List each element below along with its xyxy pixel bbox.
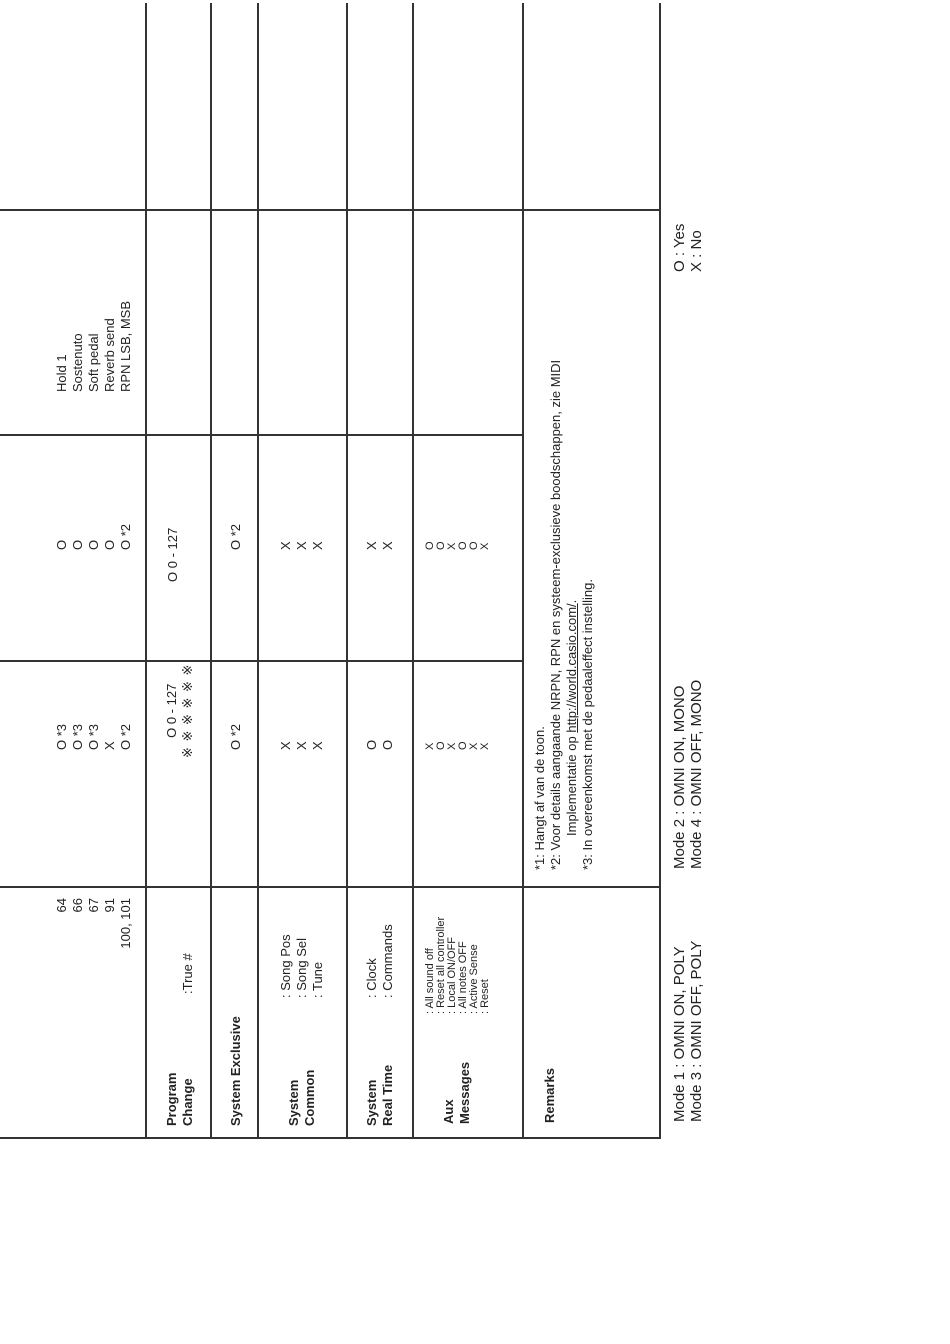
remark: Sostenuto xyxy=(70,333,85,392)
value: O *3 xyxy=(54,723,69,750)
controllers-remarks xyxy=(54,301,134,392)
legend-yes: O : Yes xyxy=(671,223,688,272)
system-common-label: System Common xyxy=(286,1069,317,1126)
aux-messages-label: Aux Messages xyxy=(441,1061,472,1124)
footnote-2: *2: Voor details aangaande NRPN, RPN en systeem-exclusieve boodschappen, zie MIDI xyxy=(548,359,563,870)
value: X xyxy=(102,741,117,750)
value: O xyxy=(86,539,101,550)
value: O *3 xyxy=(86,723,101,750)
system-common-transmitted: X X X xyxy=(278,741,325,750)
column-divider xyxy=(0,660,522,662)
program-change-recognized: O 0 - 127 xyxy=(165,527,180,582)
value: O xyxy=(70,539,85,550)
aux-messages-recognized: O O X O O X xyxy=(424,541,491,550)
column-divider xyxy=(0,886,661,888)
row-divider xyxy=(257,3,259,1139)
modes-right xyxy=(671,680,705,869)
aux-messages-transmitted: X O X O X X xyxy=(424,741,491,750)
program-change-sub: :True # xyxy=(180,953,195,994)
controllers-recognized xyxy=(54,524,134,550)
remarks-notes xyxy=(532,210,596,870)
remark: RPN LSB, MSB xyxy=(118,300,133,392)
value: O *2 xyxy=(118,523,133,550)
system-exclusive-recognized: O *2 xyxy=(228,523,243,550)
system-realtime-label: System Real Time xyxy=(364,1064,395,1126)
controller-number: 67 xyxy=(86,898,101,913)
table-bottom-border xyxy=(659,3,661,1139)
casio-midi-link[interactable]: http://world.casio.com/ xyxy=(564,603,579,733)
remark: Hold 1 xyxy=(54,354,69,392)
program-change-label: Program Change xyxy=(164,1072,195,1126)
system-common-sub: : Song Pos : Song Sel : Tune xyxy=(278,934,325,998)
mode-4: Mode 4 : OMNI OFF, MONO xyxy=(688,679,705,869)
remark: Reverb send xyxy=(102,318,117,392)
footnote-3: *3: In overeenkomst met de pedaaleffect instelling. xyxy=(580,579,595,870)
mode-2: Mode 2 : OMNI ON, MONO xyxy=(671,685,688,869)
controller-numbers xyxy=(54,898,134,964)
system-realtime-sub: : Clock : Commands xyxy=(364,924,395,998)
value: O *2 xyxy=(118,723,133,750)
controller-number: 100, 101 xyxy=(118,898,133,949)
column-divider xyxy=(0,434,522,436)
value: O xyxy=(102,539,117,550)
controllers-transmitted xyxy=(54,724,134,750)
controller-number: 91 xyxy=(102,898,117,913)
controller-number: 64 xyxy=(54,898,69,913)
modes-left xyxy=(671,941,705,1122)
row-divider xyxy=(522,3,524,1139)
remark: Soft pedal xyxy=(86,333,101,392)
value: O *3 xyxy=(70,723,85,750)
remarks-label: Remarks xyxy=(542,1068,557,1123)
row-divider xyxy=(145,3,147,1139)
footnote-2-continued: Implementatie op http://world.casio.com/. xyxy=(564,599,579,836)
mode-3: Mode 3 : OMNI OFF, POLY xyxy=(688,940,705,1122)
controller-number: 66 xyxy=(70,898,85,913)
row-divider xyxy=(412,3,414,1139)
system-exclusive-transmitted: O *2 xyxy=(228,723,243,750)
aux-messages-sub: : All sound off : Reset all controller : Local ON/OFF : All notes OFF : Active Sense : Reset xyxy=(424,916,491,1014)
row-divider xyxy=(210,3,212,1139)
system-realtime-transmitted: O O xyxy=(364,739,395,750)
legend-no: X : No xyxy=(688,230,705,272)
legend xyxy=(671,224,705,272)
system-exclusive-label: System Exclusive xyxy=(228,1016,243,1126)
program-change-transmitted: O 0 - 127 ※ ※ ※ ※ ※ ※ xyxy=(164,663,195,758)
outer-border-bottom xyxy=(0,1137,661,1139)
system-common-recognized: X X X xyxy=(278,541,325,550)
footnote-1: *1: Hangt af van de toon. xyxy=(532,726,547,870)
system-realtime-recognized: X X xyxy=(364,541,395,550)
mode-1: Mode 1 : OMNI ON, POLY xyxy=(671,946,688,1122)
value: O xyxy=(54,539,69,550)
row-divider xyxy=(346,3,348,1139)
